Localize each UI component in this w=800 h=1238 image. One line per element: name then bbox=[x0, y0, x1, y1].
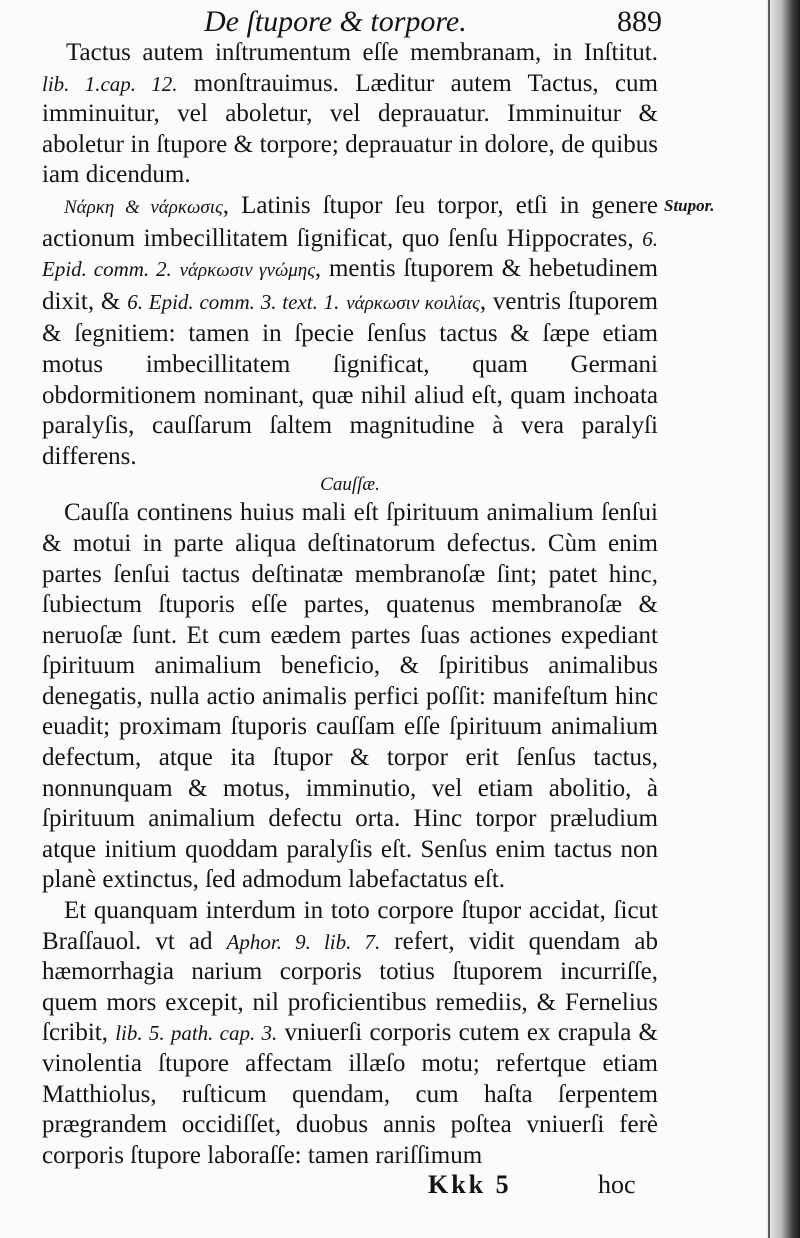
running-title: De ſtupore & torpore. bbox=[204, 5, 467, 38]
text-run bbox=[172, 255, 180, 282]
paragraph bbox=[42, 896, 658, 1171]
text-run: , mentis ſtuporem & hebetudinem dixit, & bbox=[42, 255, 658, 315]
text-run: Cauſſa continens huius mali eſt ſpirituum animalium ſenſui & motui in parte aliqua deſtinatorum defectus. Cùm enim partes ſenſui tactus deſtinatæ membranoſæ ſint; patet hinc, ſubiectum ſtuporis eſſe partes, quatenus membranoſæ & neruoſæ ſunt. Et cum eædem partes ſuas actiones expediant ſpirituum animalium beneficio, & ſpiritibus animalibus denegatis, nulla actio animalis perfici poſſit: manifeſtum hinc euadit; proximam ſtuporis cauſſam eſſe ſpirituum animalium defectum, atque ita ſtupor & torpor erit ſenſus tactus, nonnunquam & motus, imminutio, vel etiam abolitio, à ſpirituum animalium defectu orta. Hinc torpor præludium atque initium quoddam paralyſis eſt. Senſus enim tactus non planè extinctus, ſed admodum labefactatus eſt. bbox=[42, 499, 658, 894]
text-run: Et quanquam interdum in toto corpore ſtupor accidat, ſicut Braſſauol. vt ad bbox=[42, 897, 658, 955]
citation: lib. 5. path. cap. 3. bbox=[115, 1021, 278, 1046]
text-run: vniuerſi corporis cutem ex crapula & vinolentia ſtupore affectam illæſo motu; refertque etiam Matthiolus, ruſticum quendam, cum haſta ſerpentem prægrandem occidiſſet, duobus annis poſtea vniuerſi ferè corporis ſtupore laboraſſe: tamen rariſſimum bbox=[42, 1019, 658, 1169]
paragraph bbox=[42, 191, 658, 472]
page-footer bbox=[0, 1164, 800, 1204]
running-head bbox=[196, 4, 666, 40]
paragraph bbox=[42, 498, 658, 896]
citation: 6. Epid. comm. 3. text. 1. bbox=[127, 289, 340, 314]
margin-note: Stupor. bbox=[664, 196, 715, 215]
greek-term: Νάρκη & νάρκωσις bbox=[64, 196, 223, 218]
page-number: 889 bbox=[617, 5, 662, 38]
paragraph bbox=[42, 38, 658, 191]
body-text bbox=[42, 38, 658, 1171]
gutter-shadow bbox=[766, 0, 800, 1238]
signature-mark: Kkk 5 bbox=[428, 1170, 512, 1199]
citation: Aphor. 9. lib. 7. bbox=[226, 929, 381, 954]
section-heading: Cauſſæ. bbox=[320, 474, 380, 496]
text-run: monſtrauimus. Læditur autem Tactus, cum imminuitur, vel aboletur, vel deprauatur. Imminuitur & aboletur in ſtupore & torpore; deprauatur in dolore, de quibus iam dicendum. bbox=[42, 69, 658, 189]
text-run: Tactus autem inſtrumentum eſſe membranam, in Inſtitut. bbox=[66, 39, 658, 66]
citation: 6. Epid. comm. 2. bbox=[42, 226, 658, 282]
citation: lib. 1.cap. 12. bbox=[42, 71, 178, 96]
text-run: , Latinis ſtupor ſeu torpor, etſi in genere actionum imbecillitatem ſignificat, quo ſenſu Hippocrates, bbox=[42, 191, 658, 252]
gutter-line bbox=[768, 0, 770, 1238]
catchword: hoc bbox=[598, 1170, 636, 1199]
text-run: refert, vidit quendam ab hæmorrhagia narium corporis totius ſtuporem incurriſſe, quem mors excepit, nil proficientibus remediis, & Fernelius ſcribit, bbox=[42, 927, 658, 1047]
greek-term: νάρκωσιν κοιλίας bbox=[346, 292, 480, 314]
greek-term: νάρκωσιν γνώμης bbox=[179, 260, 315, 282]
text-run: , ventris ſtuporem & ſegnitiem: tamen in ſpecie ſenſus tactus & ſæpe etiam motus imbecillitatem ſignificat, quam Germani obdormitionem nominant, quæ nihil aliud eſt, quam inchoata paralyſis, cauſſarum ſaltem magnitudine à vera paralyſi differens. bbox=[42, 287, 659, 470]
